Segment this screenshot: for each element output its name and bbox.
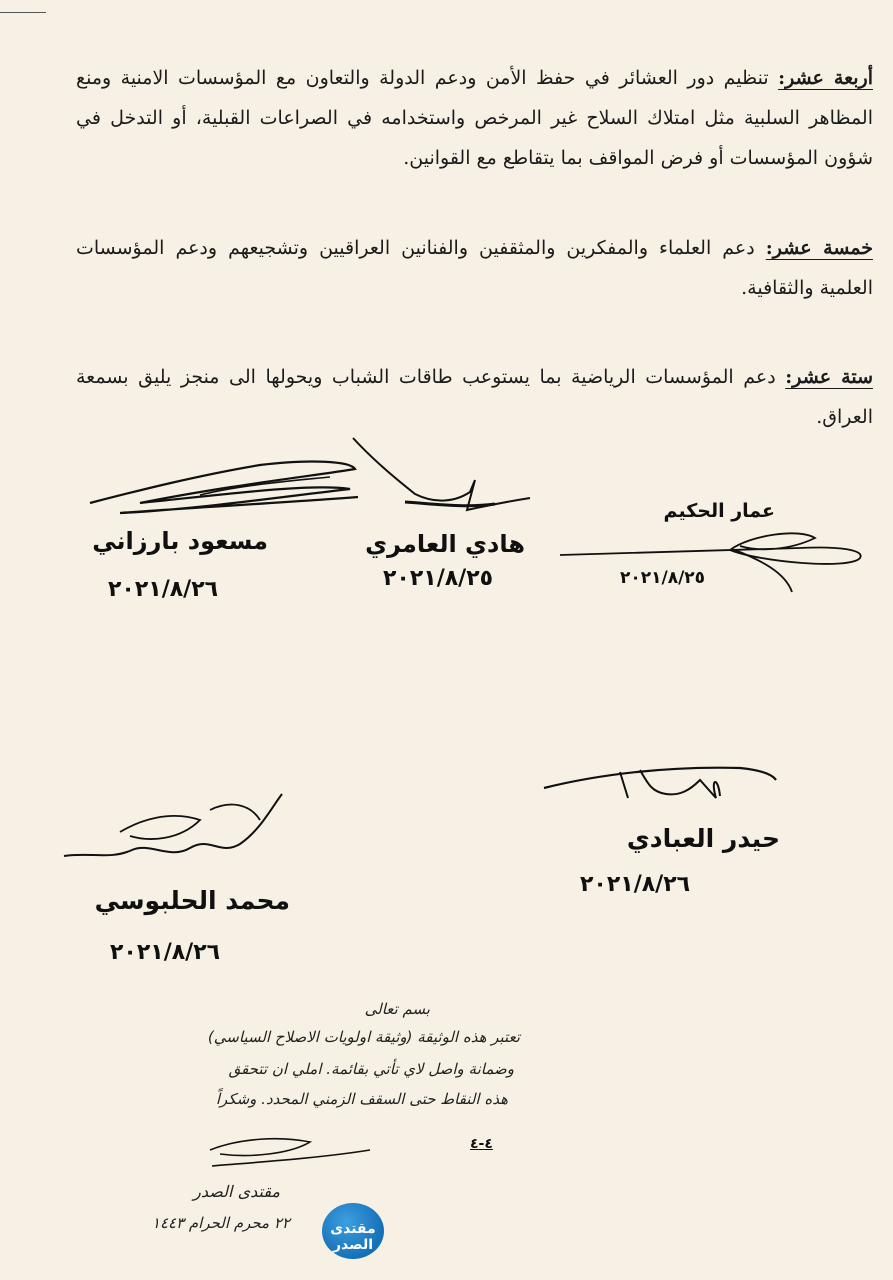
signatory-name: حيدر العبادي: [626, 824, 780, 853]
signature-block-masoud: [80, 455, 380, 615]
clause-body: دعم المؤسسات الرياضية بما يستوعب طاقات الشباب ويحولها الى منجز يليق بسمعة العراق.: [76, 366, 873, 428]
signatory-name: عمار الحكيم: [663, 500, 775, 522]
clause-heading: خمسة عشر:: [765, 237, 874, 259]
signature-block-ammar: [560, 480, 880, 600]
stamp-label: مقتدى الصدر: [330, 1221, 376, 1253]
clause-body: تنظيم دور العشائر في حفظ الأمن ودعم الدولة والتعاون مع المؤسسات الامنية ومنع المظاهر السلبية مثل امتلاك السلاح غير المرخص واستخدامه في الصراعات القبلية، أو التدخل في شؤون المؤسسات أو فرض المواقف بما يتقاطع مع القوانين.: [76, 67, 873, 169]
note-line: وضمانة واصل لاي تأتي بقائمة. املي ان تتحقق: [228, 1060, 514, 1078]
clause-heading: ستة عشر:: [785, 366, 873, 388]
signature-block-haydar: [540, 750, 800, 920]
handwritten-signature-sadr: [200, 1128, 400, 1188]
signature-date: ٢٠٢١/٨/٢٥: [620, 568, 706, 588]
signature-date: ٢٠٢١/٨/٢٦: [108, 577, 219, 602]
signatory-name: هادي العامري: [365, 530, 525, 558]
handwritten-signature-ammar: [560, 480, 880, 600]
signatory-name: محمد الحلبوسي: [94, 886, 290, 915]
note-line: هذه النقاط حتى السقف الزمني المحدد. وشكراً: [215, 1090, 508, 1108]
clause-sixteen: [76, 357, 873, 437]
note-line: تعتبر هذه الوثيقة (وثيقة اولويات الاصلاح السياسي): [207, 1028, 520, 1046]
clause-body: دعم العلماء والمفكرين والمثقفين والفنانين العراقيين وتشجيعهم ودعم المؤسسات العلمية والثقافية.: [76, 237, 873, 299]
note-signature-date: ٢٢ محرم الحرام ١٤٤٣: [151, 1214, 290, 1232]
signature-block-halbousi: [60, 790, 320, 980]
handwritten-endorsement: [70, 1000, 520, 1260]
clause-heading: أربعة عشر:: [778, 67, 873, 89]
clause-fourteen: [76, 58, 873, 178]
signature-block-hadi: [345, 432, 545, 602]
signature-date: ٢٠٢١/٨/٢٥: [383, 566, 494, 591]
note-signatory-name: مقتدى الصدر: [193, 1182, 280, 1201]
note-line: بسم تعالى: [364, 1000, 430, 1018]
page-number: ٤-٤: [470, 1136, 493, 1152]
signature-date: ٢٠٢١/٨/٢٦: [580, 872, 691, 897]
clause-fifteen: [76, 228, 873, 308]
scan-edge-line: [0, 12, 46, 13]
blue-seal-stamp: [322, 1203, 384, 1259]
signatory-name: مسعود بارزاني: [92, 527, 268, 555]
signature-date: ٢٠٢١/٨/٢٦: [110, 940, 221, 965]
